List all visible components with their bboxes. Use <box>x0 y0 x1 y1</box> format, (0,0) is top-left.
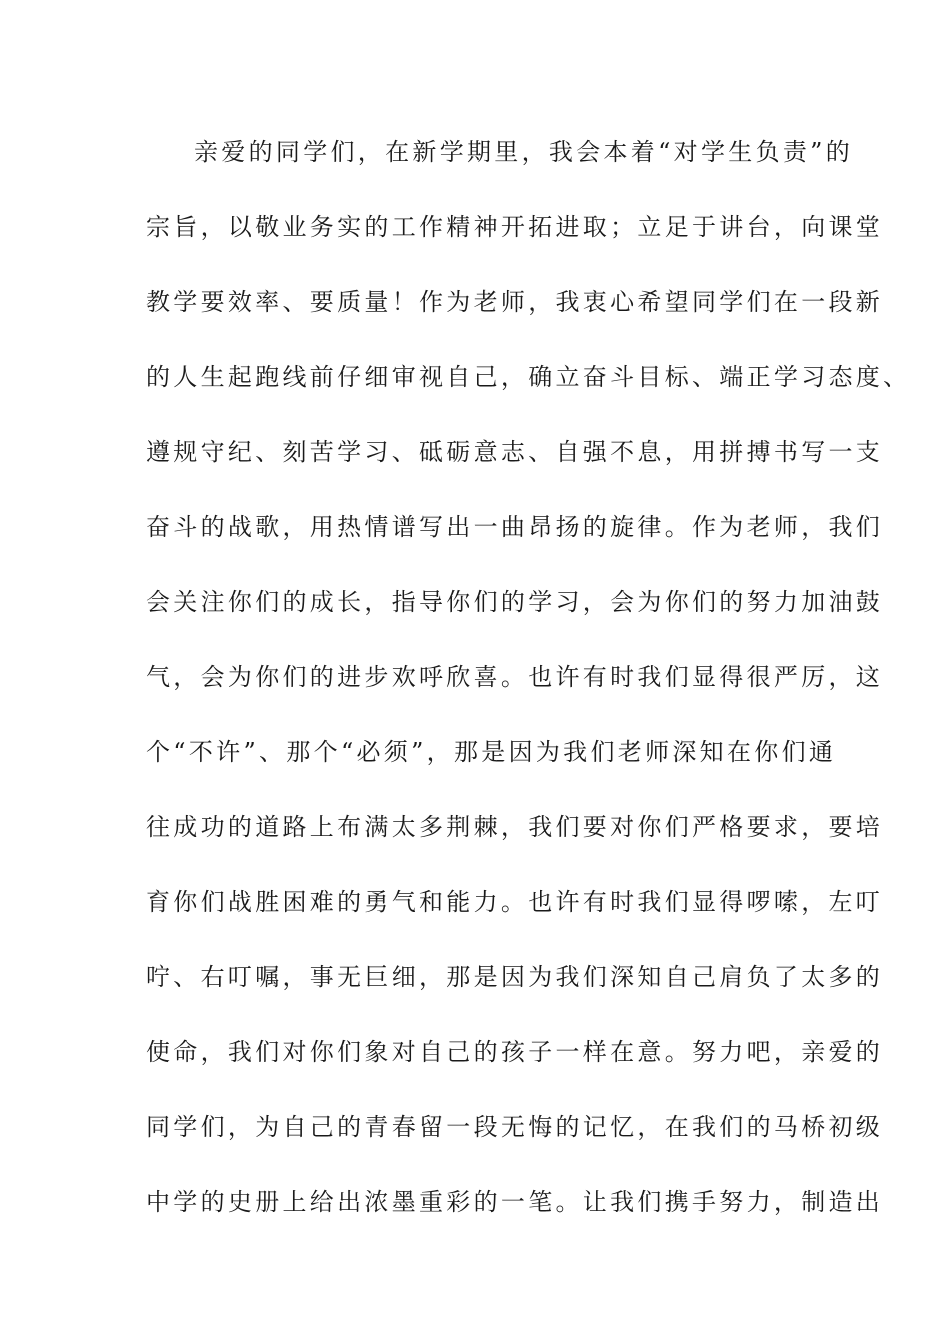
paragraph-line: 会关注你们的成长，指导你们的学习，会为你们的努力加油鼓 <box>146 588 884 616</box>
paragraph-line: 使命，我们对你们象对自己的孩子一样在意。努力吧，亲爱的 <box>146 1038 884 1066</box>
paragraph-line: 的人生起跑线前仔细审视自己，确立奋斗目标、端正学习态度、 <box>146 363 911 391</box>
paragraph-line: 奋斗的战歌，用热情谱写出一曲昂扬的旋律。作为老师，我们 <box>146 513 884 541</box>
paragraph-line: 遵规守纪、刻苦学习、砥砺意志、自强不息，用拼搏书写一支 <box>146 438 884 466</box>
paragraph-line: 同学们，为自己的青春留一段无悔的记忆，在我们的马桥初级 <box>146 1113 884 1141</box>
paragraph-line: 往成功的道路上布满太多荆棘，我们要对你们严格要求，要培 <box>146 813 884 841</box>
paragraph-line: 亲爱的同学们，在新学期里，我会本着“对学生负责”的 <box>194 138 854 166</box>
paragraph-line: 宗旨，以敬业务实的工作精神开拓进取；立足于讲台，向课堂 <box>146 213 884 241</box>
paragraph-line: 教学要效率、要质量！作为老师，我衷心希望同学们在一段新 <box>146 288 884 316</box>
paragraph-line: 个“不许”、那个“必须”，那是因为我们老师深知在你们通 <box>146 738 837 766</box>
paragraph-line: 中学的史册上给出浓墨重彩的一笔。让我们携手努力，制造出 <box>146 1188 884 1216</box>
paragraph-line: 咛、右叮嘱，事无巨细，那是因为我们深知自己肩负了太多的 <box>146 963 884 991</box>
paragraph-line: 气，会为你们的进步欢呼欣喜。也许有时我们显得很严厉，这 <box>146 663 884 691</box>
paragraph-line: 育你们战胜困难的勇气和能力。也许有时我们显得啰嗦，左叮 <box>146 888 884 916</box>
